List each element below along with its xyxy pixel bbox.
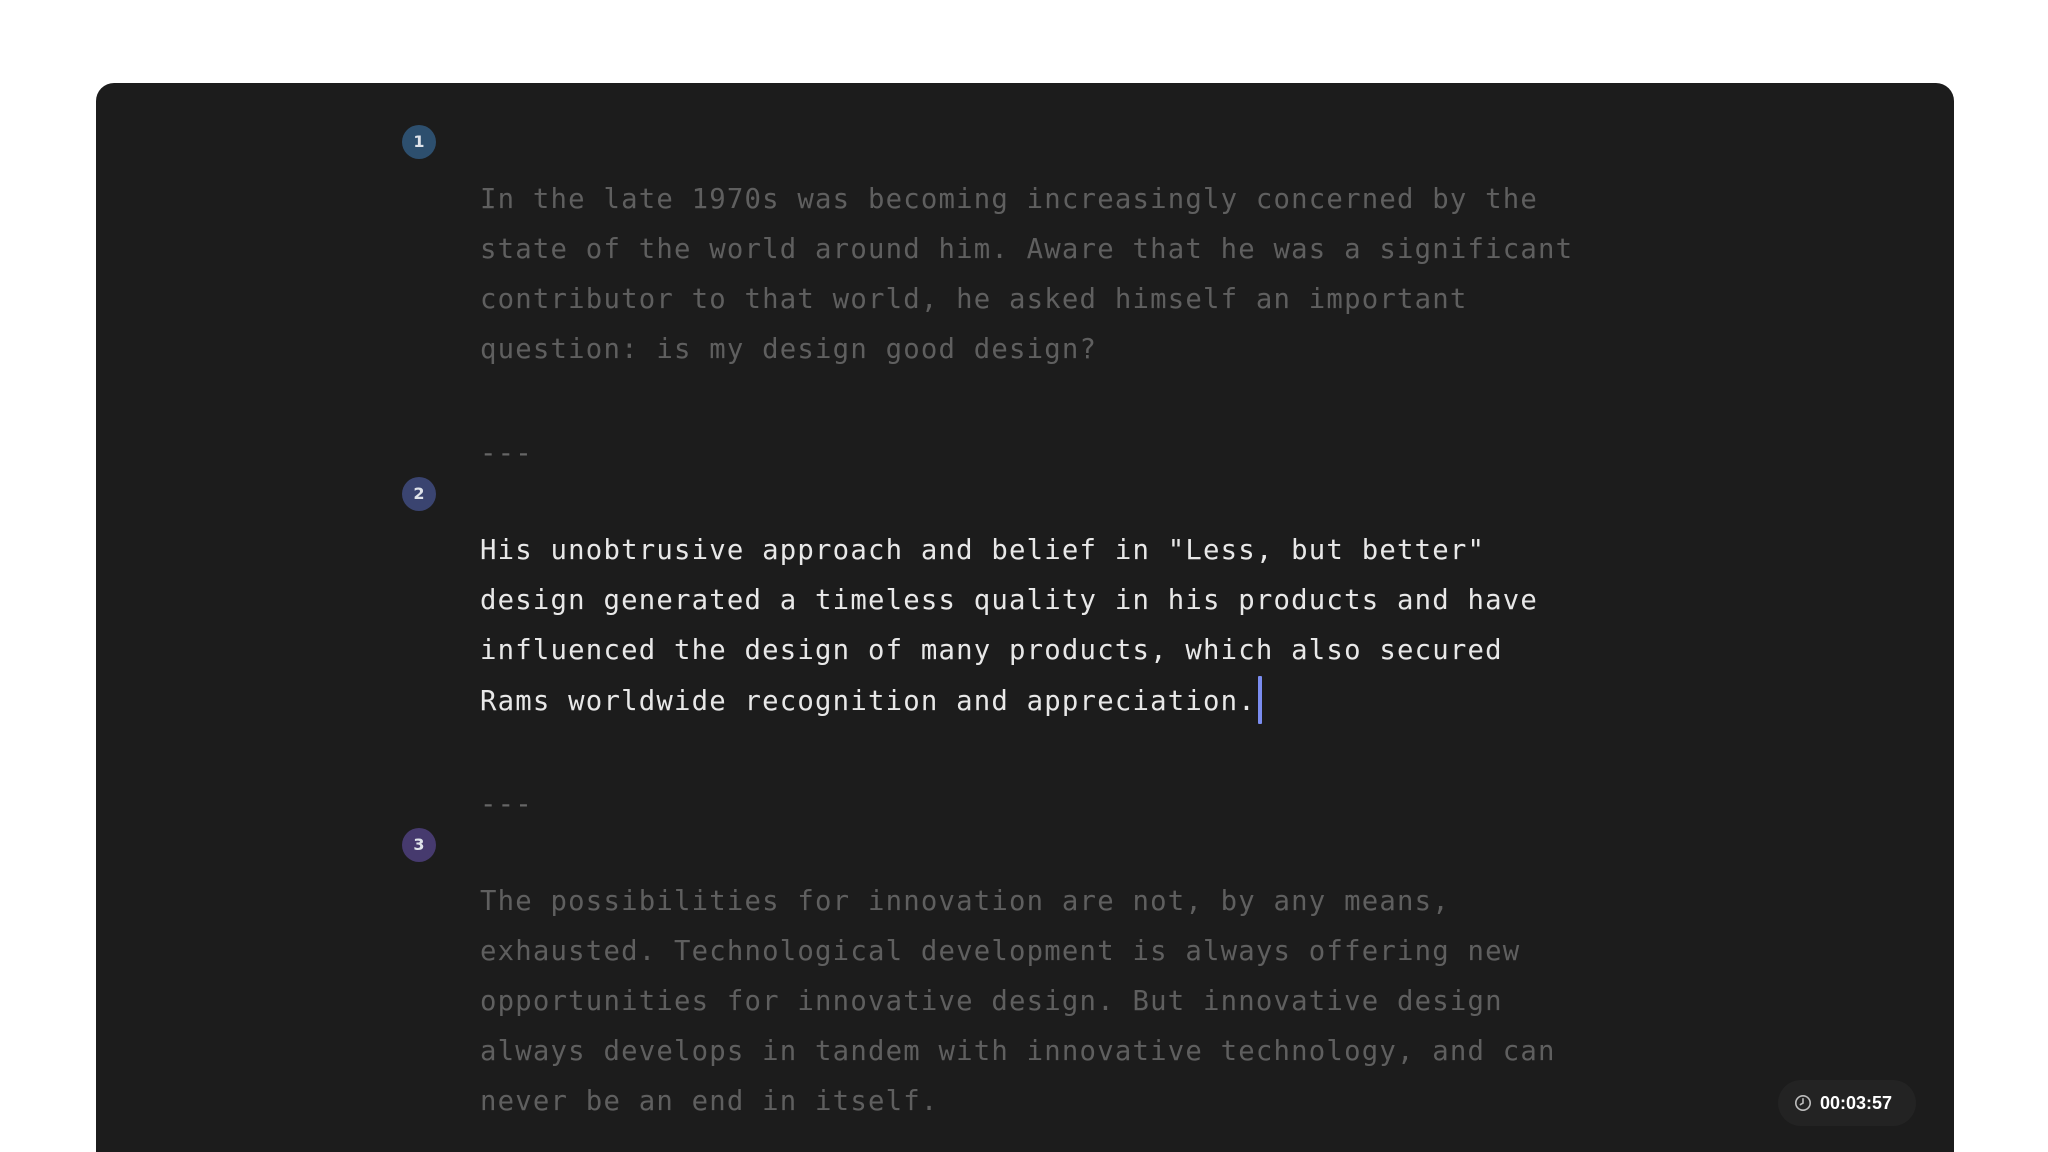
paragraph-text[interactable]: In the late 1970s was becoming increasingly concerned by the state of the world around him. Aware that he was a significant contributor to that world, he asked himself an important question: is my design good design? — [480, 184, 1574, 365]
timer-value: 00:03:57 — [1820, 1092, 1893, 1113]
clock-icon — [1794, 1094, 1812, 1112]
section-number-badge: 1 — [402, 125, 436, 159]
editor-window — [96, 83, 1954, 1152]
section-divider[interactable]: --- — [480, 438, 533, 469]
paragraph-text[interactable]: The possibilities for innovation are not, by any means, exhausted. Technological development is always offering new opportunities for innovative design. But innovative design always develops in tandem with innovative technology, and can never be an end in itself. — [480, 886, 1556, 1117]
session-timer[interactable] — [1778, 1080, 1916, 1126]
paragraph-text-active[interactable] — [480, 526, 1610, 727]
section-number-badge: 3 — [402, 828, 436, 862]
section-divider[interactable]: --- — [480, 789, 533, 820]
text-caret — [1258, 676, 1262, 724]
paragraph-active-content: His unobtrusive approach and belief in "Less, but better" design generated a timeless quality in his products and have influenced the design of many products, which also secured Rams worldwide recognition and appreciation. — [480, 535, 1539, 717]
section-number-badge: 2 — [402, 477, 436, 511]
